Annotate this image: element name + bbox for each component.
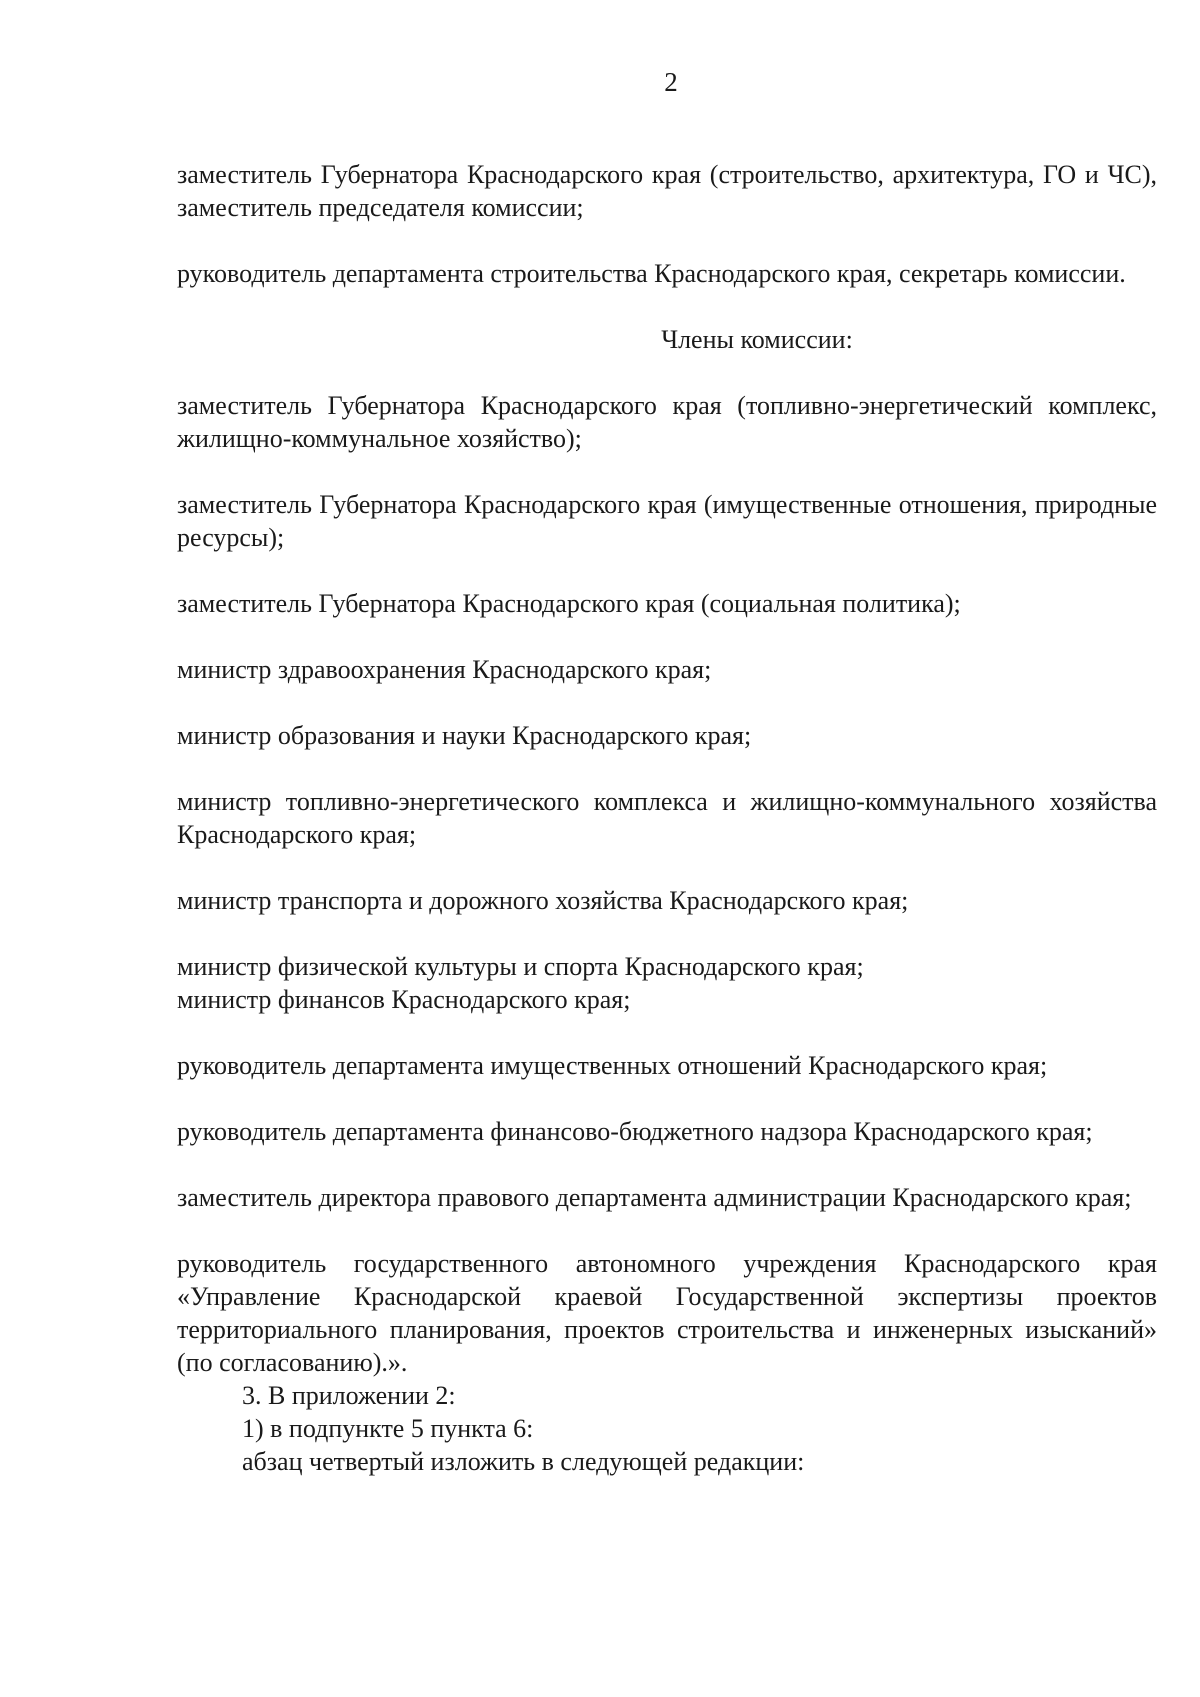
member-item: руководитель департамента финансово-бюджетного надзора Краснодарского края; (177, 1117, 1093, 1146)
member-item: заместитель Губернатора Краснодарского края (топливно-энергетический комплекс, жилищно-коммунальное хозяйство); (177, 391, 1157, 453)
document-body (177, 158, 1157, 1478)
amendment-line: 1) в подпункте 5 пункта 6: (242, 1414, 534, 1443)
amendment-line: 3. В приложении 2: (242, 1381, 456, 1410)
member-item: руководитель государственного автономного учреждения Краснодарского края «Управление Краснодарской краевой Государственной экспертизы проектов территориального планирования, проектов строительства и инженерных изысканий» (по согласованию).». (177, 1249, 1157, 1377)
member-item: министр топливно-энергетического комплекса и жилищно-коммунального хозяйства Краснодарского края; (177, 787, 1157, 849)
member-item: министр физической культуры и спорта Краснодарского края; (177, 952, 864, 981)
member-item: заместитель директора правового департамента администрации Краснодарского края; (177, 1183, 1132, 1212)
member-item: министр здравоохранения Краснодарского края; (177, 655, 712, 684)
section-heading-members: Члены комиссии: (661, 325, 853, 354)
member-item: руководитель департамента имущественных отношений Краснодарского края; (177, 1051, 1048, 1080)
amendment-line: абзац четвертый изложить в следующей редакции: (242, 1447, 805, 1476)
member-item: министр образования и науки Краснодарского края; (177, 721, 752, 750)
paragraph-deputy-chairman: заместитель Губернатора Краснодарского края (строительство, архитектура, ГО и ЧС), заместитель председателя комиссии; (177, 160, 1157, 222)
member-item: заместитель Губернатора Краснодарского края (социальная политика); (177, 589, 961, 618)
paragraph-secretary: руководитель департамента строительства Краснодарского края, секретарь комиссии. (177, 259, 1126, 288)
page-number: 2 (664, 67, 678, 97)
member-item: заместитель Губернатора Краснодарского края (имущественные отношения, природные ресурсы); (177, 490, 1157, 552)
member-item: министр транспорта и дорожного хозяйства Краснодарского края; (177, 886, 909, 915)
member-item: министр финансов Краснодарского края; (177, 985, 631, 1014)
